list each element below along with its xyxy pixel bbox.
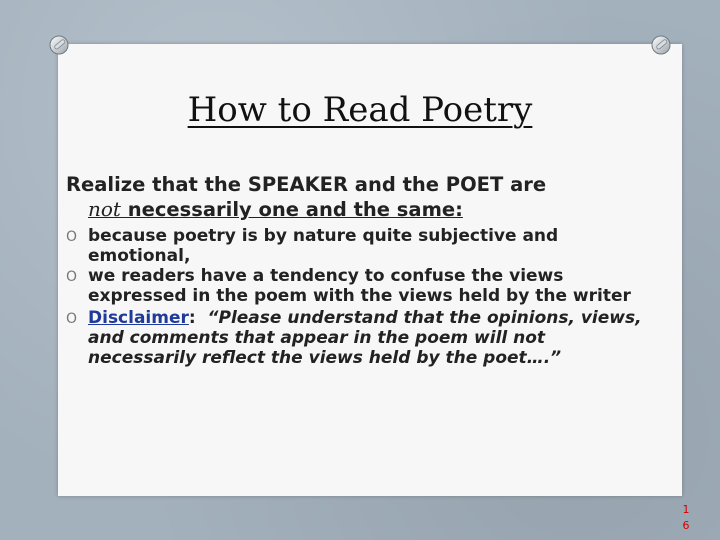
pushpin-icon	[650, 34, 672, 56]
intro-line-1: Realize that the SPEAKER and the POET are	[66, 173, 547, 196]
disclaimer-quote: “Please understand that the opinions, views, and comments that appear in the poem will not necessarily reflect the views held by the poet….”	[88, 308, 642, 368]
page-number	[681, 502, 691, 534]
bullet-text: we readers have a tendency to confuse the views expressed in the poem with the views held by the writer	[88, 266, 631, 306]
page-number-digit-2: 6	[682, 519, 690, 532]
intro-not-word: not	[88, 197, 121, 221]
bullet-marker: O	[66, 229, 78, 245]
disclaimer-link[interactable]: Disclaimer	[88, 308, 189, 328]
page-number-digit-1: 1	[682, 503, 690, 516]
bullet-marker: O	[66, 311, 78, 327]
intro-line-2	[66, 197, 666, 222]
bullet-text: because poetry is by nature quite subjective and emotional,	[88, 226, 559, 266]
disclaimer-separator: :	[188, 308, 196, 328]
bullet-item	[66, 266, 656, 306]
slide-title-text: How to Read Poetry	[187, 90, 533, 130]
bullet-item	[66, 226, 656, 266]
bullet-item-disclaimer	[66, 308, 656, 368]
intro-statement	[66, 172, 666, 222]
bullet-marker: O	[66, 269, 78, 285]
bullet-list	[66, 226, 656, 368]
slide-title	[0, 90, 720, 130]
pushpin-icon	[48, 34, 70, 56]
intro-line-2-rest: necessarily one and the same:	[120, 198, 463, 221]
